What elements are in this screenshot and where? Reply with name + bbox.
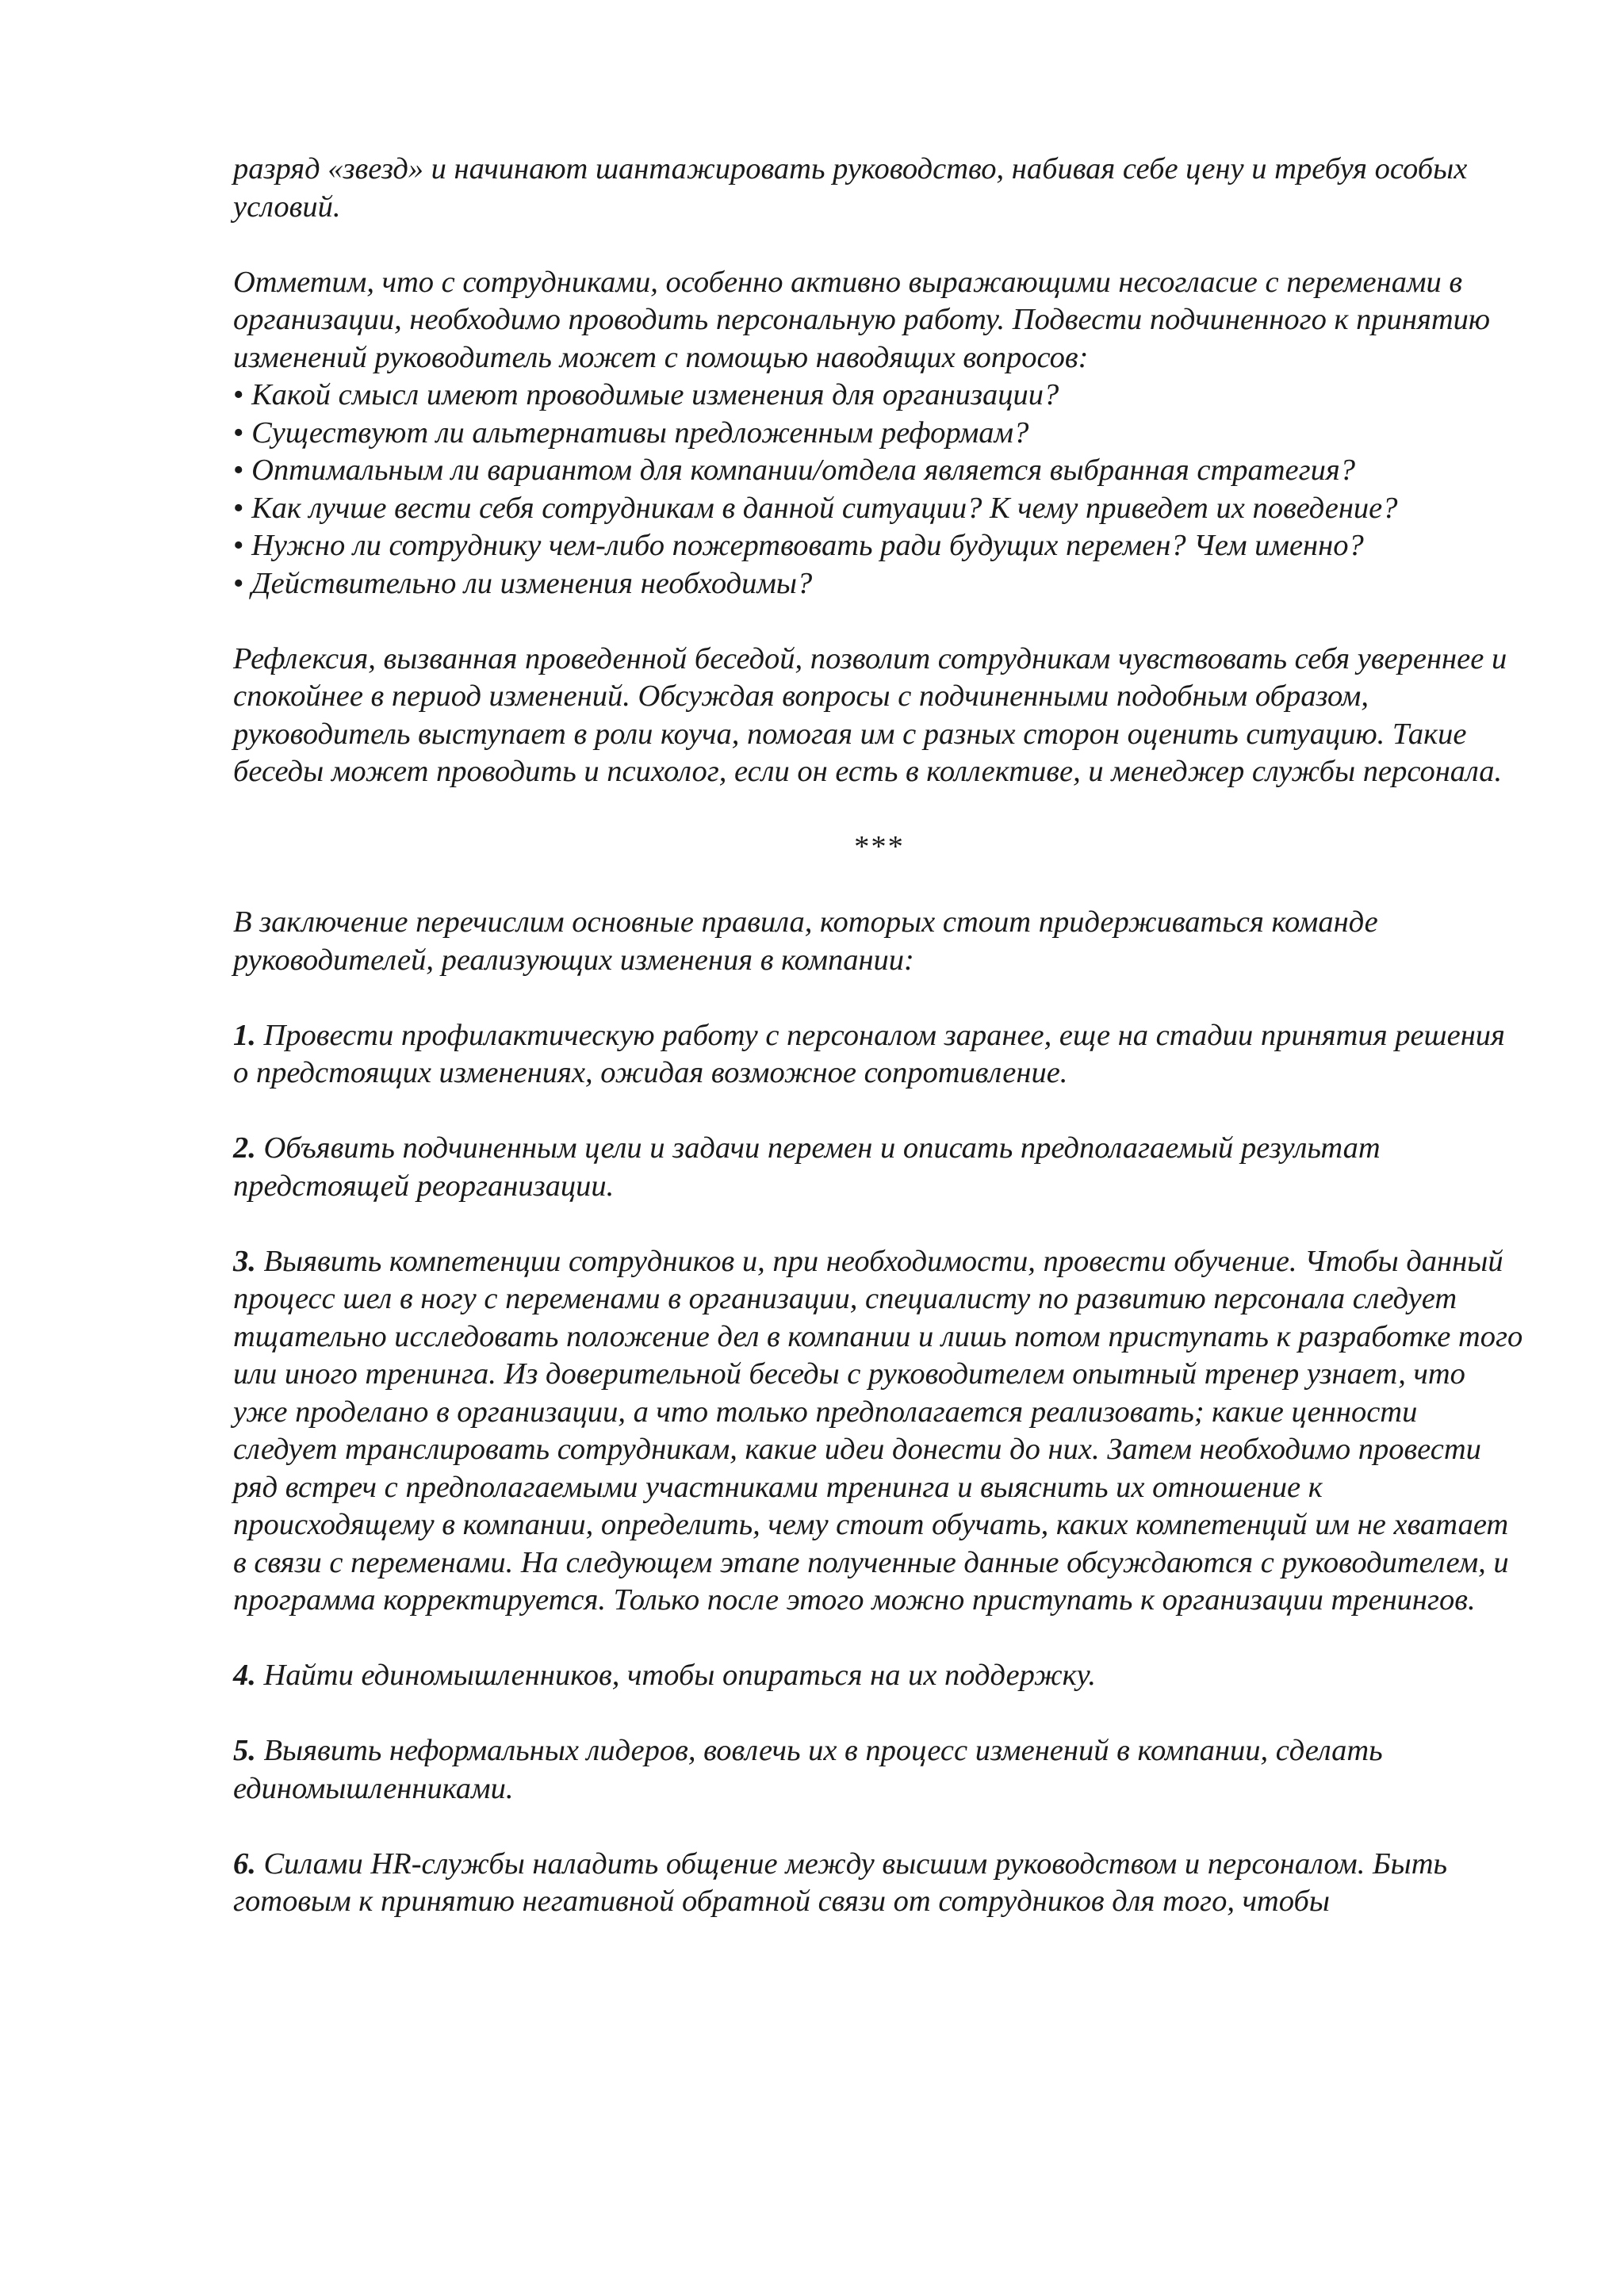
rule-text: Выявить компетенции сотрудников и, при необходимости, провести обучение. Чтобы данный процесс шел в ногу с переменами в организации, специалисту по развитию персонала следует тщательно исследовать положение дел в компании и лишь потом приступать к разработке того или иного тренинга. Из доверительной беседы с руководителем опытный тренер узнает, что уже проделано в организации, а что только предполагается реализовать; какие ценности следует транслировать сотрудникам, какие идеи донести до них. Затем необходимо провести ряд встреч с предполагаемыми участниками тренинга и выяснить их отношение к происходящему в компании, определить, чему стоит обучать, каких компетенций им не хватает в связи с переменами. На следующем этапе полученные данные обсуждаются с руководителем, и программа корректируется. Только после этого можно приступать к организации тренингов. <box>233 1244 1523 1617</box>
rule-text: Найти единомышленников, чтобы опираться на их поддержку. <box>263 1659 1096 1692</box>
question-text: Какой смысл имеют проводимые изменения для организации? <box>251 378 1059 411</box>
questions-list <box>233 377 1526 603</box>
rule-item <box>233 1732 1526 1808</box>
rule-number: 1. <box>233 1018 256 1052</box>
rule-text: Провести профилактическую работу с персоналом заранее, еще на стадии принятия решения о предстоящих изменениях, ожидая возможное сопротивление. <box>233 1018 1505 1089</box>
question-text: Нужно ли сотруднику чем-либо пожертвовать ради будущих перемен? Чем именно? <box>251 529 1364 562</box>
bullet-glyph: • <box>233 529 244 562</box>
bullet-glyph: • <box>233 415 244 450</box>
bullet-glyph: • <box>233 378 244 411</box>
question-text: Действительно ли изменения необходимы? <box>251 566 813 600</box>
rules-intro-paragraph: В заключение перечислим основные правила, которых стоит придерживаться команде руководителей, реализующих изменения в компании: <box>233 905 1378 977</box>
section-divider: *** <box>854 830 905 863</box>
rule-text: Силами HR-службы наладить общение между высшим руководством и персоналом. Быть готовым к принятию негативной обратной связи от сотрудников для того, чтобы <box>233 1846 1448 1918</box>
bullet-glyph: • <box>233 566 244 600</box>
question-text: Оптимальным ли вариантом для компании/отдела является выбранная стратегия? <box>251 453 1356 487</box>
rule-number: 4. <box>233 1659 256 1692</box>
rule-text: Объявить подчиненным цели и задачи перемен и описать предполагаемый результат предстоящей реорганизации. <box>233 1131 1381 1203</box>
rule-item <box>233 1130 1526 1205</box>
bullet-glyph: • <box>233 491 244 525</box>
list-item <box>233 490 1526 528</box>
rule-number: 2. <box>233 1131 256 1165</box>
rule-item <box>233 1846 1526 1921</box>
rule-number: 3. <box>233 1244 256 1278</box>
list-item <box>233 377 1526 415</box>
reflection-paragraph: Рефлексия, вызванная проведенной беседой, позволит сотрудникам чувствовать себя увереннее и спокойнее в период изменений. Обсуждая вопросы с подчиненными подобным образом, руководитель выступает в роли коуча, помогая им с разных сторон оценить ситуацию. Такие беседы может проводить и психолог, если он есть в коллективе, и менеджер службы персонала. <box>233 641 1507 788</box>
list-item <box>233 527 1526 565</box>
rule-number: 6. <box>233 1846 256 1881</box>
rule-item <box>233 1243 1526 1620</box>
list-item <box>233 565 1526 603</box>
question-text: Как лучше вести себя сотрудникам в данной ситуации? К чему приведет их поведение? <box>251 491 1398 525</box>
bullet-glyph: • <box>233 453 244 487</box>
rule-item <box>233 1657 1526 1695</box>
intro-tail-paragraph: разряд «звезд» и начинают шантажировать руководство, набивая себе цену и требуя особых условий. <box>233 152 1468 224</box>
questions-intro-paragraph: Отметим, что с сотрудниками, особенно активно выражающими несогласие с переменами в организации, необходимо проводить персональную работу. Подвести подчиненного к принятию изменений руководитель может с помощью наводящих вопросов: <box>233 265 1491 374</box>
rule-item <box>233 1017 1526 1093</box>
rule-text: Выявить неформальных лидеров, вовлечь их в процесс изменений в компании, сделать единомышленниками. <box>233 1734 1383 1805</box>
document-page <box>233 151 1526 1921</box>
list-item <box>233 452 1526 490</box>
rule-number: 5. <box>233 1734 256 1767</box>
question-text: Существуют ли альтернативы предложенным реформам? <box>251 415 1029 450</box>
list-item <box>233 415 1526 453</box>
